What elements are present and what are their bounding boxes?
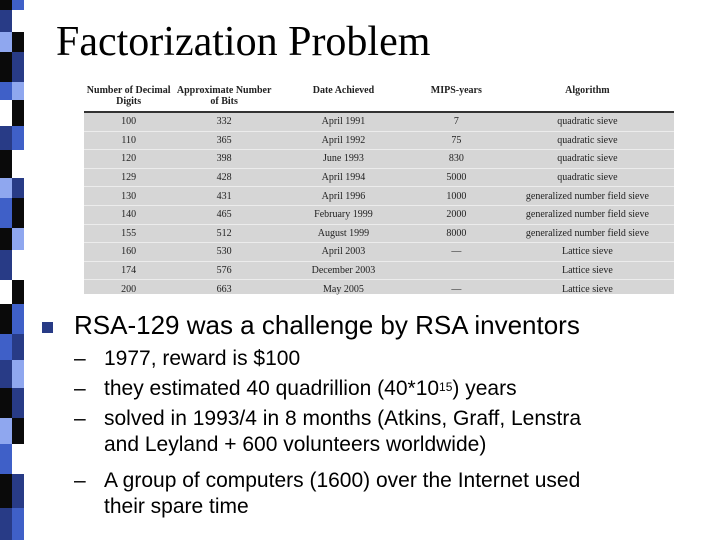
decorative-stripe bbox=[0, 0, 24, 540]
cell-date: April 2003 bbox=[275, 243, 412, 262]
cell-digits: 160 bbox=[84, 243, 173, 262]
cell-algorithm: generalized number field sieve bbox=[501, 187, 674, 206]
sub-bullet-text-line2: their spare time bbox=[104, 495, 249, 518]
cell-mips: 2000 bbox=[412, 205, 501, 224]
cell-digits: 200 bbox=[121, 283, 137, 295]
cell-digits: 100 bbox=[84, 112, 173, 131]
cell-bits: 530 bbox=[173, 243, 275, 262]
cell-date: April 1994 bbox=[275, 168, 412, 187]
factorization-table bbox=[84, 80, 674, 298]
header-date-achieved: Date Achieved bbox=[275, 80, 412, 112]
table-header-row bbox=[84, 80, 674, 112]
sub-bullet-text-line1: solved in 1993/4 in 8 months (Atkins, Graff, Lenstra bbox=[104, 407, 582, 430]
table-row bbox=[84, 261, 674, 280]
cell-date: April 1992 bbox=[275, 131, 412, 150]
table-row bbox=[84, 224, 674, 243]
sub-bullet-text-line2: and Leyland + 600 volunteers worldwide) bbox=[104, 433, 487, 456]
cell-bits: 465 bbox=[173, 205, 275, 224]
cell-mips: 7 bbox=[412, 112, 501, 131]
cell-mips: 1000 bbox=[412, 187, 501, 206]
cell-date: April 1991 bbox=[275, 112, 412, 131]
header-algorithm: Algorithm bbox=[501, 80, 674, 112]
cell-bits: 365 bbox=[173, 131, 275, 150]
cell-algorithm: quadratic sieve bbox=[501, 168, 674, 187]
sub-bullet-text-line1: A group of computers (1600) over the Internet used bbox=[104, 469, 581, 492]
header-mips-years: MIPS-years bbox=[412, 80, 501, 112]
cell-algorithm: Lattice sieve bbox=[501, 243, 674, 262]
dash-bullet: – bbox=[74, 407, 86, 430]
cell-date: June 1993 bbox=[275, 150, 412, 169]
cell-algorithm: generalized number field sieve bbox=[501, 224, 674, 243]
square-bullet-icon bbox=[42, 322, 53, 333]
dash-bullet: – bbox=[74, 469, 86, 492]
estimate-text-before: they estimated 40 quadrillion (40*10 bbox=[104, 377, 440, 400]
sub-bullet-text: 1977, reward is $100 bbox=[104, 347, 301, 370]
cell-algorithm: Lattice sieve bbox=[501, 261, 674, 280]
cell-digits: 140 bbox=[84, 205, 173, 224]
header-decimal-digits: Number of Decimal Digits bbox=[84, 80, 173, 112]
cell-mips: — bbox=[412, 243, 501, 262]
cell-date: April 1996 bbox=[275, 187, 412, 206]
cell-digits: 129 bbox=[84, 168, 173, 187]
cell-algorithm: quadratic sieve bbox=[501, 131, 674, 150]
cell-digits: 120 bbox=[84, 150, 173, 169]
cell-bits: 576 bbox=[173, 261, 275, 280]
cell-bits: 431 bbox=[173, 187, 275, 206]
cell-mips: 830 bbox=[412, 150, 501, 169]
table-row bbox=[84, 205, 674, 224]
cell-date: February 1999 bbox=[275, 205, 412, 224]
cell-mips: — bbox=[451, 283, 462, 295]
sub-bullet-text bbox=[104, 376, 517, 402]
table-row bbox=[84, 187, 674, 206]
cell-algorithm: Lattice sieve bbox=[561, 283, 613, 295]
table-row bbox=[84, 150, 674, 169]
cell-date: August 1999 bbox=[275, 224, 412, 243]
table-row bbox=[84, 243, 674, 262]
cell-algorithm: quadratic sieve bbox=[501, 150, 674, 169]
cell-algorithm: quadratic sieve bbox=[501, 112, 674, 131]
cell-bits: 428 bbox=[173, 168, 275, 187]
cell-mips: 75 bbox=[412, 131, 501, 150]
factorization-table-image bbox=[84, 80, 674, 294]
slide-title: Factorization Problem bbox=[56, 19, 431, 65]
dash-bullet: – bbox=[74, 377, 86, 400]
table-row bbox=[84, 168, 674, 187]
cell-digits: 174 bbox=[84, 261, 173, 280]
header-number-of-bits: Approximate Number of Bits bbox=[173, 80, 275, 112]
dash-bullet: – bbox=[74, 347, 86, 370]
cell-mips: 5000 bbox=[412, 168, 501, 187]
cell-bits: 663 bbox=[216, 283, 232, 295]
cell-digits: 155 bbox=[84, 224, 173, 243]
cell-algorithm: generalized number field sieve bbox=[501, 205, 674, 224]
table-row bbox=[84, 280, 674, 298]
estimate-text-after: ) years bbox=[452, 377, 517, 400]
cell-bits: 512 bbox=[173, 224, 275, 243]
cell-bits: 332 bbox=[173, 112, 275, 131]
cell-digits: 130 bbox=[84, 187, 173, 206]
table-row bbox=[84, 112, 674, 131]
cell-date: May 2005 bbox=[323, 283, 364, 295]
bullet-rsa-129: RSA-129 was a challenge by RSA inventors bbox=[74, 310, 580, 340]
cell-mips bbox=[412, 261, 501, 280]
cell-digits: 110 bbox=[84, 131, 173, 150]
cell-date: December 2003 bbox=[275, 261, 412, 280]
exponent: 15 bbox=[439, 380, 453, 394]
cell-bits: 398 bbox=[173, 150, 275, 169]
table-row bbox=[84, 131, 674, 150]
cell-mips: 8000 bbox=[412, 224, 501, 243]
